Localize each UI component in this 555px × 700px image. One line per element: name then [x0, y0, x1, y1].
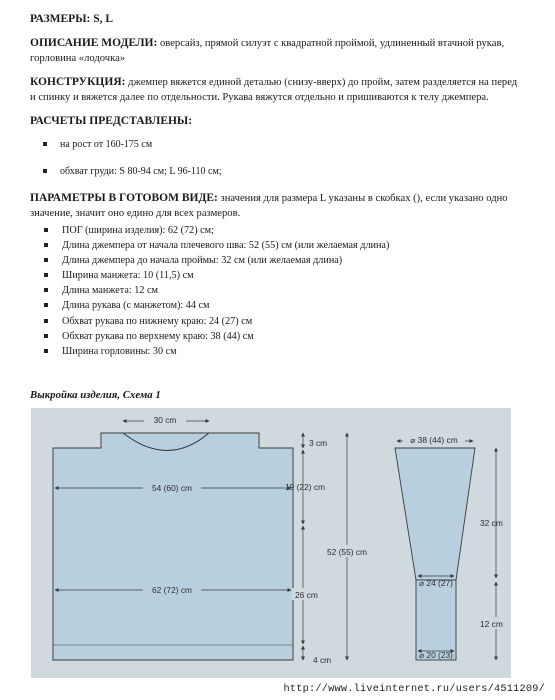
rib-length-label: 4 cm: [313, 655, 332, 665]
armhole-depth-label: 19 (22) cm: [285, 482, 326, 492]
description-text: оверсайз, прямой силуэт с квадратной проймой, удлиненный втачной рукав, горловина «лодочка»: [30, 38, 505, 64]
cuff-pattern-piece: [416, 580, 456, 660]
parameters-label: ПАРАМЕТРЫ В ГОТОВОМ ВИДЕ:: [30, 192, 218, 204]
body-pattern-outline: [53, 433, 293, 660]
width-label: 62 (72) cm: [151, 585, 193, 595]
neck-depth-label: 3 cm: [309, 438, 328, 448]
list-item: на рост от 160-175 см: [30, 137, 520, 152]
sleeve-length-label: 32 cm: [480, 518, 503, 528]
list-item: Ширина манжета: 10 (11,5) см: [30, 268, 520, 283]
list-item: Длина джемпера от начала плечевого шва: 52 (55) см (или желаемая длина): [30, 238, 520, 253]
list-item: ПОГ (ширина изделия): 62 (72) см;: [30, 223, 520, 238]
calculations-list: [30, 137, 520, 179]
construction-label: КОНСТРУКЦИЯ:: [30, 76, 126, 88]
sizes-value: S, L: [93, 13, 114, 25]
list-item: Обхват рукава по нижнему краю: 24 (27) см: [30, 314, 520, 329]
document-body: [30, 12, 520, 359]
sizes-label: РАЗМЕРЫ:: [30, 13, 91, 25]
parameters-paragraph: [30, 191, 520, 221]
parameters-text: значения для размера L указаны в скобках (), если указано одно значение, значит оно едино для всех размеров.: [30, 193, 508, 219]
cuff-width-label: ⌀ 20 (23): [419, 650, 453, 660]
body-length-label: 26 cm: [295, 590, 318, 600]
list-item: Длина манжета: 12 см: [30, 283, 520, 298]
list-item: обхват груди: S 80-94 см; L 96-110 см;: [30, 164, 520, 179]
calculations-title: РАСЧЕТЫ ПРЕДСТАВЛЕНЫ:: [30, 115, 193, 127]
pattern-caption: Выкройка изделия, Схема 1: [30, 389, 161, 401]
list-item: Ширина горловины: 30 см: [30, 344, 520, 359]
list-item: Длина рукава (с манжетом): 44 см: [30, 298, 520, 313]
total-length-label: 52 (55) cm: [327, 547, 368, 557]
description-paragraph: [30, 36, 520, 66]
shoulder-width-label: 54 (60) cm: [151, 483, 193, 493]
description-label: ОПИСАНИЕ МОДЕЛИ:: [30, 37, 158, 49]
sizes-line: [30, 12, 520, 27]
sleeve-pattern-piece: [395, 448, 475, 580]
construction-paragraph: [30, 75, 520, 105]
cuff-length-label: 12 cm: [480, 619, 503, 629]
neck-width-label: 30 cm: [153, 415, 177, 425]
parameters-list: [30, 223, 520, 359]
pattern-diagram: [31, 408, 511, 678]
sleeve-top-label: ⌀ 38 (44) cm: [410, 435, 458, 445]
sleeve-mid-label: ⌀ 24 (27): [419, 578, 453, 588]
watermark-url: http://www.liveinternet.ru/users/4511209/: [283, 683, 545, 695]
construction-text: джемпер вяжется единой деталью (снизу-вверх) до пройм, затем разделяется на перед и спинку и вяжется далее по отдельности. Рукава вяжутся отдельно и пришиваются к телу джемпера.: [30, 77, 518, 103]
list-item: Длина джемпера до начала проймы: 32 см (или желаемая длина): [30, 253, 520, 268]
list-item: Обхват рукава по верхнему краю: 38 (44) см: [30, 329, 520, 344]
